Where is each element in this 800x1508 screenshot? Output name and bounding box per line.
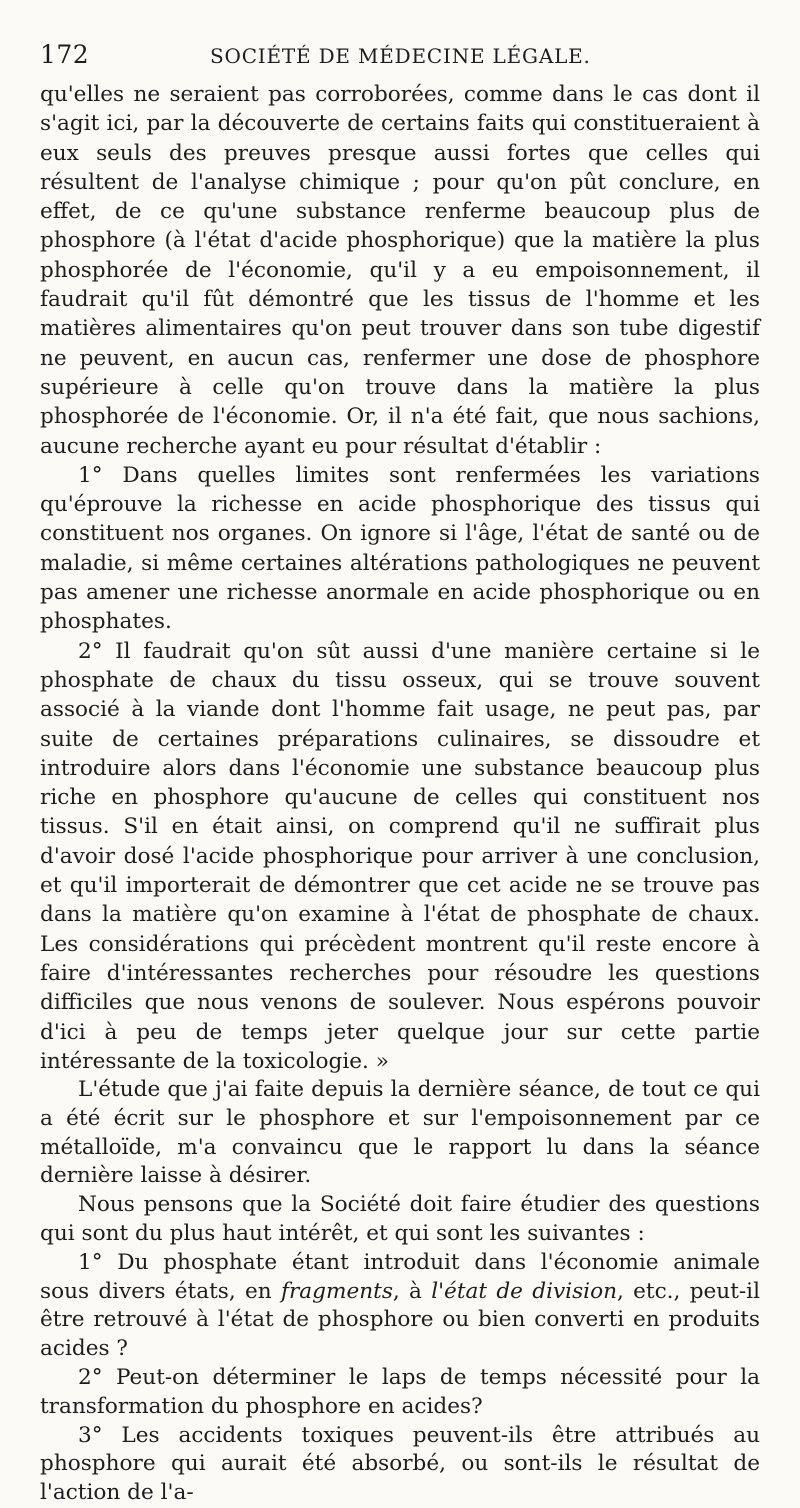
paragraph-point-1: 1° Dans quelles limites sont renfermées les variations qu'éprouve la richesse en acide phosphorique des tissus qui constituent nos organes. On ignore si l'âge, l'état de santé ou de maladie, si même certaines altérations pathologiques ne peuvent pas amener une richesse anormale en acide phosphorique ou en phosphates. (40, 462, 760, 635)
question-1-text-a: 1° Du phosphate étant introduit dans l'économie animale sous divers états, en (40, 1249, 760, 1304)
question-1-text-c: , etc., peut-il être retrouvé à l'état de phosphore ou bien converti en produits acides ? (40, 1278, 760, 1362)
question-1-text-b: , à (392, 1278, 432, 1304)
body-text (40, 80, 760, 1508)
paragraph-continuation: qu'elles ne seraient pas corroborées, comme dans le cas dont il s'agit ici, par la découverte de certains faits qui constitueraient à eux seuls des preuves presque aussi fortes que celles qui résultent de l'analyse chimique ; pour qu'on pût conclure, en effet, de ce qu'une substance renferme beaucoup plus de phosphore (à l'état d'acide phosphorique) que la matière la plus phosphorée de l'économie, qu'il y a eu empoisonnement, il faudrait qu'il fût démontré que les tissus de l'homme et les matières alimentaires qu'on peut trouver dans son tube digestif ne peuvent, en aucun cas, renfermer une dose de phosphore supérieure à celle qu'on trouve dans la matière la plus phosphorée de l'économie. Or, il n'a été fait, que nous sachions, aucune recherche ayant eu pour résultat d'établir : (40, 82, 760, 459)
page-header (40, 34, 760, 80)
question-1-emphasis-fragments: fragments (280, 1278, 393, 1304)
page-number: 172 (40, 40, 90, 69)
running-title: SOCIÉTÉ DE MÉDECINE LÉGALE. (210, 44, 591, 68)
paragraph-question-3: 3° Les accidents toxiques peuvent-ils être attribués au phosphore qui aurait été absorbé, ou sont-ils le résultat de l'action de l'a- (40, 1422, 760, 1506)
paragraph-point-2: 2° Il faudrait qu'on sût aussi d'une manière certaine si le phosphate de chaux du tissu osseux, qui se trouve souvent associé à la viande dont l'homme fait usage, ne peut pas, par suite de certaines préparations culinaires, se dissoudre et introduire alors dans l'économie une substance beaucoup plus riche en phosphore qu'aucune de celles qui constituent nos tissus. S'il en était ainsi, on comprend qu'il ne suffirait plus d'avoir dosé l'acide phosphorique pour arriver à une conclusion, et qu'il importerait de démontrer que cet acide ne se trouve pas dans la matière qu'on examine à l'état de phosphate de chaux. Les considérations qui précèdent montrent qu'il reste encore à faire d'intéressantes recherches pour résoudre les questions difficiles que nous venons de soulever. Nous espérons pouvoir d'ici à peu de temps jeter quelque jour sur cette partie intéressante de la toxicologie. » (40, 638, 760, 1074)
paragraph-question-1 (40, 1249, 760, 1364)
question-1-emphasis-division: l'état de division (431, 1278, 617, 1304)
paragraph-questions-intro: Nous pensons que la Société doit faire étudier des questions qui sont du plus haut intérêt, et qui sont les suivantes : (40, 1192, 760, 1247)
paragraph-study: L'étude que j'ai faite depuis la dernière séance, de tout ce qui a été écrit sur le phosphore et sur l'empoisonnement par ce métalloïde, m'a convaincu que le rapport lu dans la séance dernière laisse à désirer. (40, 1077, 760, 1189)
paragraph-question-2: 2° Peut-on déterminer le laps de temps nécessité pour la transformation du phosphore en acides? (40, 1365, 760, 1419)
